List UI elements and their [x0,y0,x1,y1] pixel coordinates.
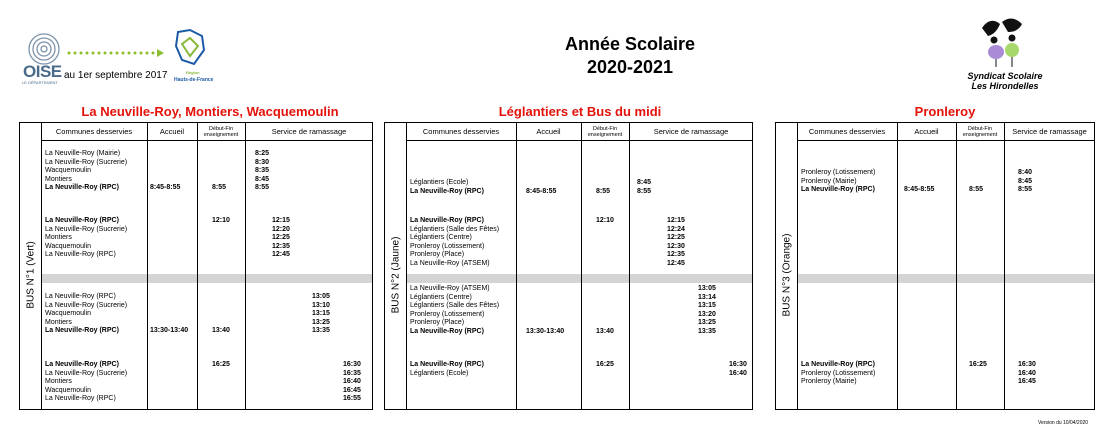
stop-name: La Neuville-Roy (RPC) [45,327,119,334]
debut-fin-time: 12:10 [212,217,230,224]
stop-time: 16:30 [343,361,361,368]
stop-time: 12:45 [272,251,290,258]
stop-name: Montiers [45,234,72,241]
oise-logo-subtext: LE DÉPARTEMENT [22,80,58,85]
stop-time: 8:55 [637,187,652,195]
col-header-communes: Communes desservies [422,127,500,136]
col-header-accueil: Accueil [159,127,185,136]
col-header-debut-fin-line2: enseignement [587,131,623,138]
stop-time: 8:55 [255,184,270,191]
accueil-time: 8:45-8:55 [526,187,557,195]
debut-fin-time: 13:40 [212,327,230,334]
col-header-service: Service de ramassage [1012,127,1087,136]
col-header-debut-fin-line2: enseignement [962,131,998,138]
stop-time: 8:45 [255,175,270,183]
midday-separator [406,274,752,283]
col-header-accueil: Accueil [914,127,939,136]
column-divider [245,123,246,409]
stop-time: 13:05 [312,293,330,300]
stop-time: 13:25 [312,318,330,326]
stop-name: Pronleroy (Place) [410,251,465,258]
bus-label [20,140,41,409]
bus3-table [775,122,1095,410]
stop-name: Wacquemoulin [45,242,92,250]
stop-time: 12:30 [667,242,685,250]
stop-time: 12:24 [667,225,685,233]
stop-name: Pronleroy (Place) [410,319,465,326]
col-header-service: Service de ramassage [271,127,347,136]
debut-fin-time: 12:10 [596,217,614,224]
stop-time: 8:45 [1018,177,1033,185]
stop-name: La Neuville-Roy (RPC) [45,184,119,191]
stop-time: 13:15 [698,302,716,309]
stop-time: 13:05 [698,285,716,292]
stop-name: La Neuville-Roy (RPC) [45,251,116,258]
stop-name: La Neuville-Roy (ATSEM) [410,285,490,292]
stop-time: 16:30 [1018,361,1036,368]
col-header-debut-fin [197,123,245,140]
stop-time: 8:40 [1018,169,1033,176]
stop-time: 16:55 [343,395,361,402]
swallows-logo [976,14,1032,68]
stop-name: Pronleroy (Lotissement) [801,369,876,377]
col-header-service: Service de ramassage [653,127,729,136]
stop-time: 16:35 [343,369,361,377]
bus2-table [384,122,753,410]
syndicat-name: Syndicat Scolaire [967,71,1043,81]
stop-name: Montiers [45,378,72,385]
stop-name: Wacquemoulin [45,310,92,317]
stop-time: 12:20 [272,225,290,233]
stop-time: 16:40 [343,378,361,385]
section-title-bus2: Léglantiers et Bus du midi [498,104,662,119]
midday-separator [41,274,372,283]
column-divider [956,123,957,409]
column-divider [516,123,517,409]
debut-fin-time: 8:55 [969,186,984,193]
bus3-label: BUS N°3 (Orange) [781,233,792,316]
stop-name: Wacquemoulin [45,167,92,174]
version-note: Version du 10/04/2020 [1038,420,1089,426]
school-year: 2020-2021 [586,57,674,77]
oise-logo-text: OISE [23,62,62,81]
section-title-bus3: Pronleroy [914,104,976,119]
header-divider [797,140,1094,141]
stop-time: 12:35 [272,242,290,250]
accueil-time: 13:30-13:40 [150,327,189,334]
stop-name: La Neuville-Roy (RPC) [410,327,484,335]
stop-name: Léglantiers (Centre) [410,293,472,301]
col-header-debut-fin-line1: Début-Fin [967,125,993,132]
stop-name: La Neuville-Roy (RPC) [410,361,484,368]
region-logo-label: Région [186,70,200,75]
accueil-time: 8:45-8:55 [150,184,181,191]
arrow-dots-icon [66,48,166,58]
column-divider [581,123,582,409]
col-header-debut-fin [956,123,1004,140]
stop-time: 12:35 [667,251,685,258]
syndicat-subname: Les Hirondelles [971,81,1039,91]
stop-time: 13:35 [698,327,716,335]
page-title: Année Scolaire [564,34,696,54]
col-header-debut-fin-line2: enseignement [203,131,239,138]
midday-separator [797,274,1094,283]
stop-time: 13:15 [312,310,330,317]
stop-name: Wacquemoulin [45,386,92,394]
stop-name: Pronleroy (Lotissement) [801,169,876,176]
stop-name: Léglantiers (Ecole) [410,179,469,186]
stop-time: 12:25 [667,234,685,241]
accueil-time: 13:30-13:40 [526,327,565,335]
bus-label [776,140,797,409]
stop-time: 13:10 [312,301,330,309]
stop-name: La Neuville-Roy (Sucrerie) [45,158,128,166]
header-divider [41,140,372,141]
bus1-table [19,122,373,410]
stop-name: La Neuville-Roy (ATSEM) [410,259,490,267]
stop-time: 13:35 [312,327,330,334]
stop-time: 13:20 [698,310,716,318]
column-divider [147,123,148,409]
header-divider [406,140,752,141]
stop-time: 13:14 [698,293,716,301]
stop-name: La Neuville-Roy (RPC) [801,361,875,368]
stop-name: Léglantiers (Salle des Fêtes) [410,225,500,233]
stop-time: 12:45 [667,259,685,267]
stop-name: Léglantiers (Ecole) [410,369,469,377]
stop-name: La Neuville-Roy (RPC) [45,293,116,300]
stop-name: Montiers [45,318,72,326]
stop-name: La Neuville-Roy (Sucrerie) [45,225,128,233]
debut-fin-time: 16:25 [969,361,987,368]
stop-name: La Neuville-Roy (RPC) [410,217,484,224]
stop-name: La Neuville-Roy (RPC) [45,395,116,402]
stop-name: Pronleroy (Mairie) [801,177,857,185]
col-header-accueil: Accueil [536,127,561,136]
stop-time: 8:30 [255,158,270,166]
region-logo-name: Hauts-de-France [174,77,214,83]
stop-time: 8:45 [637,179,652,186]
stop-name: La Neuville-Roy (RPC) [801,186,875,193]
col-header-debut-fin [581,123,629,140]
column-divider [1004,123,1005,409]
column-divider [41,123,42,409]
stop-name: La Neuville-Roy (RPC) [410,187,484,195]
debut-fin-time: 8:55 [596,187,611,195]
bus1-label: BUS N°1 (Vert) [25,240,36,309]
stop-time: 12:15 [667,217,685,224]
stop-name: La Neuville-Roy (Sucrerie) [45,369,128,377]
stop-name: La Neuville-Roy (Sucrerie) [45,301,128,309]
stop-time: 8:55 [1018,186,1033,193]
column-divider [797,123,798,409]
stop-time: 13:25 [698,319,716,326]
stop-time: 12:25 [272,234,290,241]
stop-name: Pronleroy (Lotissement) [410,242,485,250]
column-divider [629,123,630,409]
col-header-communes: Communes desservies [55,127,133,136]
stop-time: 16:40 [729,369,747,377]
col-header-communes: Communes desservies [808,127,886,136]
stop-time: 16:45 [1018,378,1036,385]
stop-time: 16:40 [1018,369,1036,377]
column-divider [406,123,407,409]
bus2-label: BUS N°2 (Jaune) [390,236,401,313]
section-title-bus1: La Neuville-Roy, Montiers, Wacquemoulin [81,104,339,119]
stop-time: 16:30 [729,361,747,368]
accueil-time: 8:45-8:55 [904,186,935,193]
stop-time: 16:45 [343,386,361,394]
stop-name: La Neuville-Roy (RPC) [45,217,119,224]
region-logo [172,28,208,68]
stop-name: Léglantiers (Salle des Fêtes) [410,302,500,309]
stop-name: Pronleroy (Lotissement) [410,310,485,318]
effective-date: au 1er septembre 2017 [64,70,168,81]
debut-fin-time: 16:25 [596,361,614,368]
debut-fin-time: 13:40 [596,327,614,335]
stop-name: La Neuville-Roy (RPC) [45,361,119,368]
column-divider [897,123,898,409]
stop-name: La Neuville-Roy (Mairie) [45,150,121,157]
stop-name: Léglantiers (Centre) [410,234,472,241]
debut-fin-time: 8:55 [212,184,227,191]
col-header-debut-fin-line1: Début-Fin [592,125,618,132]
column-divider [197,123,198,409]
stop-time: 12:15 [272,217,290,224]
stop-name: Pronleroy (Mairie) [801,378,857,385]
stop-time: 8:35 [255,167,270,174]
debut-fin-time: 16:25 [212,361,230,368]
stop-time: 8:25 [255,150,270,157]
col-header-debut-fin-line1: Début-Fin [208,125,234,132]
bus-label [385,140,406,409]
stop-name: Montiers [45,175,72,183]
